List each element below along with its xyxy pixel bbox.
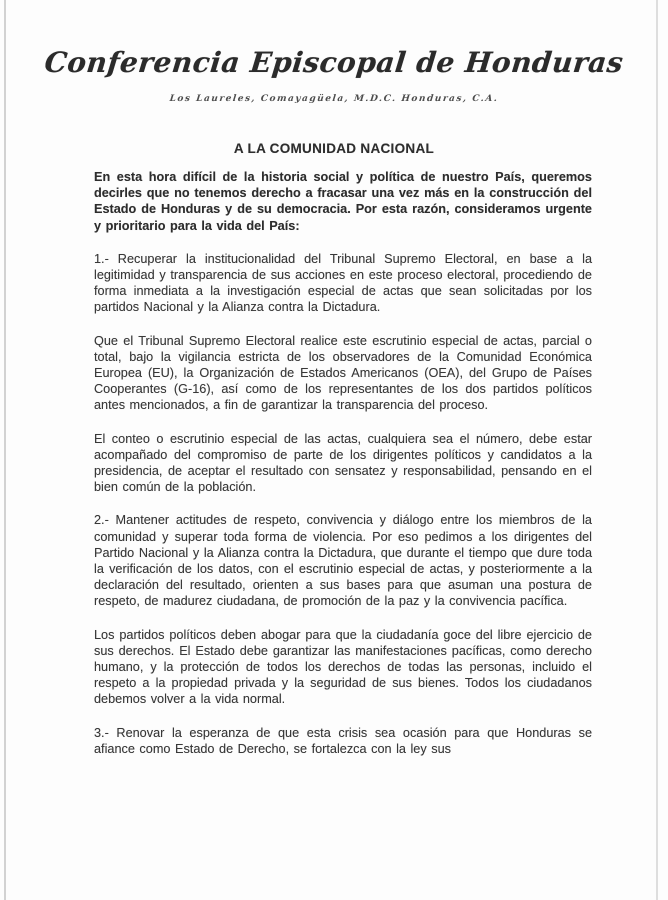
- organization-title: Conferencia Episcopal de Honduras: [42, 46, 626, 79]
- scan-edge-right: [656, 0, 658, 900]
- organization-address: Los Laureles, Comayagüela, M.D.C. Honduras, C.A.: [169, 94, 499, 104]
- document-body: [94, 169, 592, 774]
- document-heading: A LA COMUNIDAD NACIONAL: [233, 141, 435, 156]
- item-3-paragraph: 3.- Renovar la esperanza de que esta crisis sea ocasión para que Honduras se afiance como Estado de Derecho, se fortalezca con la ley sus: [94, 725, 592, 756]
- scrutiny-paragraph: Que el Tribunal Supremo Electoral realice este escrutinio especial de actas, parcial o total, bajo la vigilancia estricta de los observadores de la Comunidad Económica Europea (EU), la Organización de Estados Americanos (OEA), del Grupo de Países Cooperantes (G-16), así como de los representantes de los dos partidos políticos antes mencionados, a fin de garantizar la transparencia del proceso.: [94, 333, 592, 413]
- item-1-paragraph: 1.- Recuperar la institucionalidad del Tribunal Supremo Electoral, en base a la legitimidad y transparencia de sus acciones en este proceso electoral, procediendo de forma inmediata a la investigación especial de actas que sean solicitadas por los partidos Nacional y la Alianza contra la Dictadura.: [94, 251, 592, 315]
- item-2-paragraph: 2.- Mantener actitudes de respeto, convivencia y diálogo entre los miembros de la comunidad y superar toda forma de violencia. Por eso pedimos a los dirigentes del Partido Nacional y la Alianza contra la Dictadura, que durante el tiempo que dure toda la verificación de los datos, con el escrutinio especial de actas, y posteriormente a la declaración del resultado, orienten a sus bases para que asuman una postura de respeto, de madurez ciudadana, de promoción de la paz y la convivencia pacífica.: [94, 513, 592, 609]
- intro-paragraph: En esta hora difícil de la historia social y política de nuestro País, queremos decirles que no tenemos derecho a fracasar una vez más en la construcción del Estado de Honduras y de su democracia. Por esta razón, consideramos urgente y prioritario para la vida del País:: [94, 170, 592, 233]
- parties-rights-paragraph: Los partidos políticos deben abogar para que la ciudadanía goce del libre ejercicio de sus derechos. El Estado debe garantizar las manifestaciones pacíficas, como derecho humano, y la protección de todos los derechos de todas las personas, incluido el respeto a la propiedad privada y la seguridad de sus bienes. Todos los ciudadanos debemos volver a la vida normal.: [94, 627, 592, 707]
- count-commitment-paragraph: El conteo o escrutinio especial de las actas, cualquiera sea el número, debe estar acompañado del compromiso de parte de los dirigentes políticos y candidatos a la presidencia, de aceptar el resultado con sensatez y responsabilidad, pensando en el bien común de la población.: [94, 431, 592, 495]
- scan-edge-left: [4, 0, 6, 900]
